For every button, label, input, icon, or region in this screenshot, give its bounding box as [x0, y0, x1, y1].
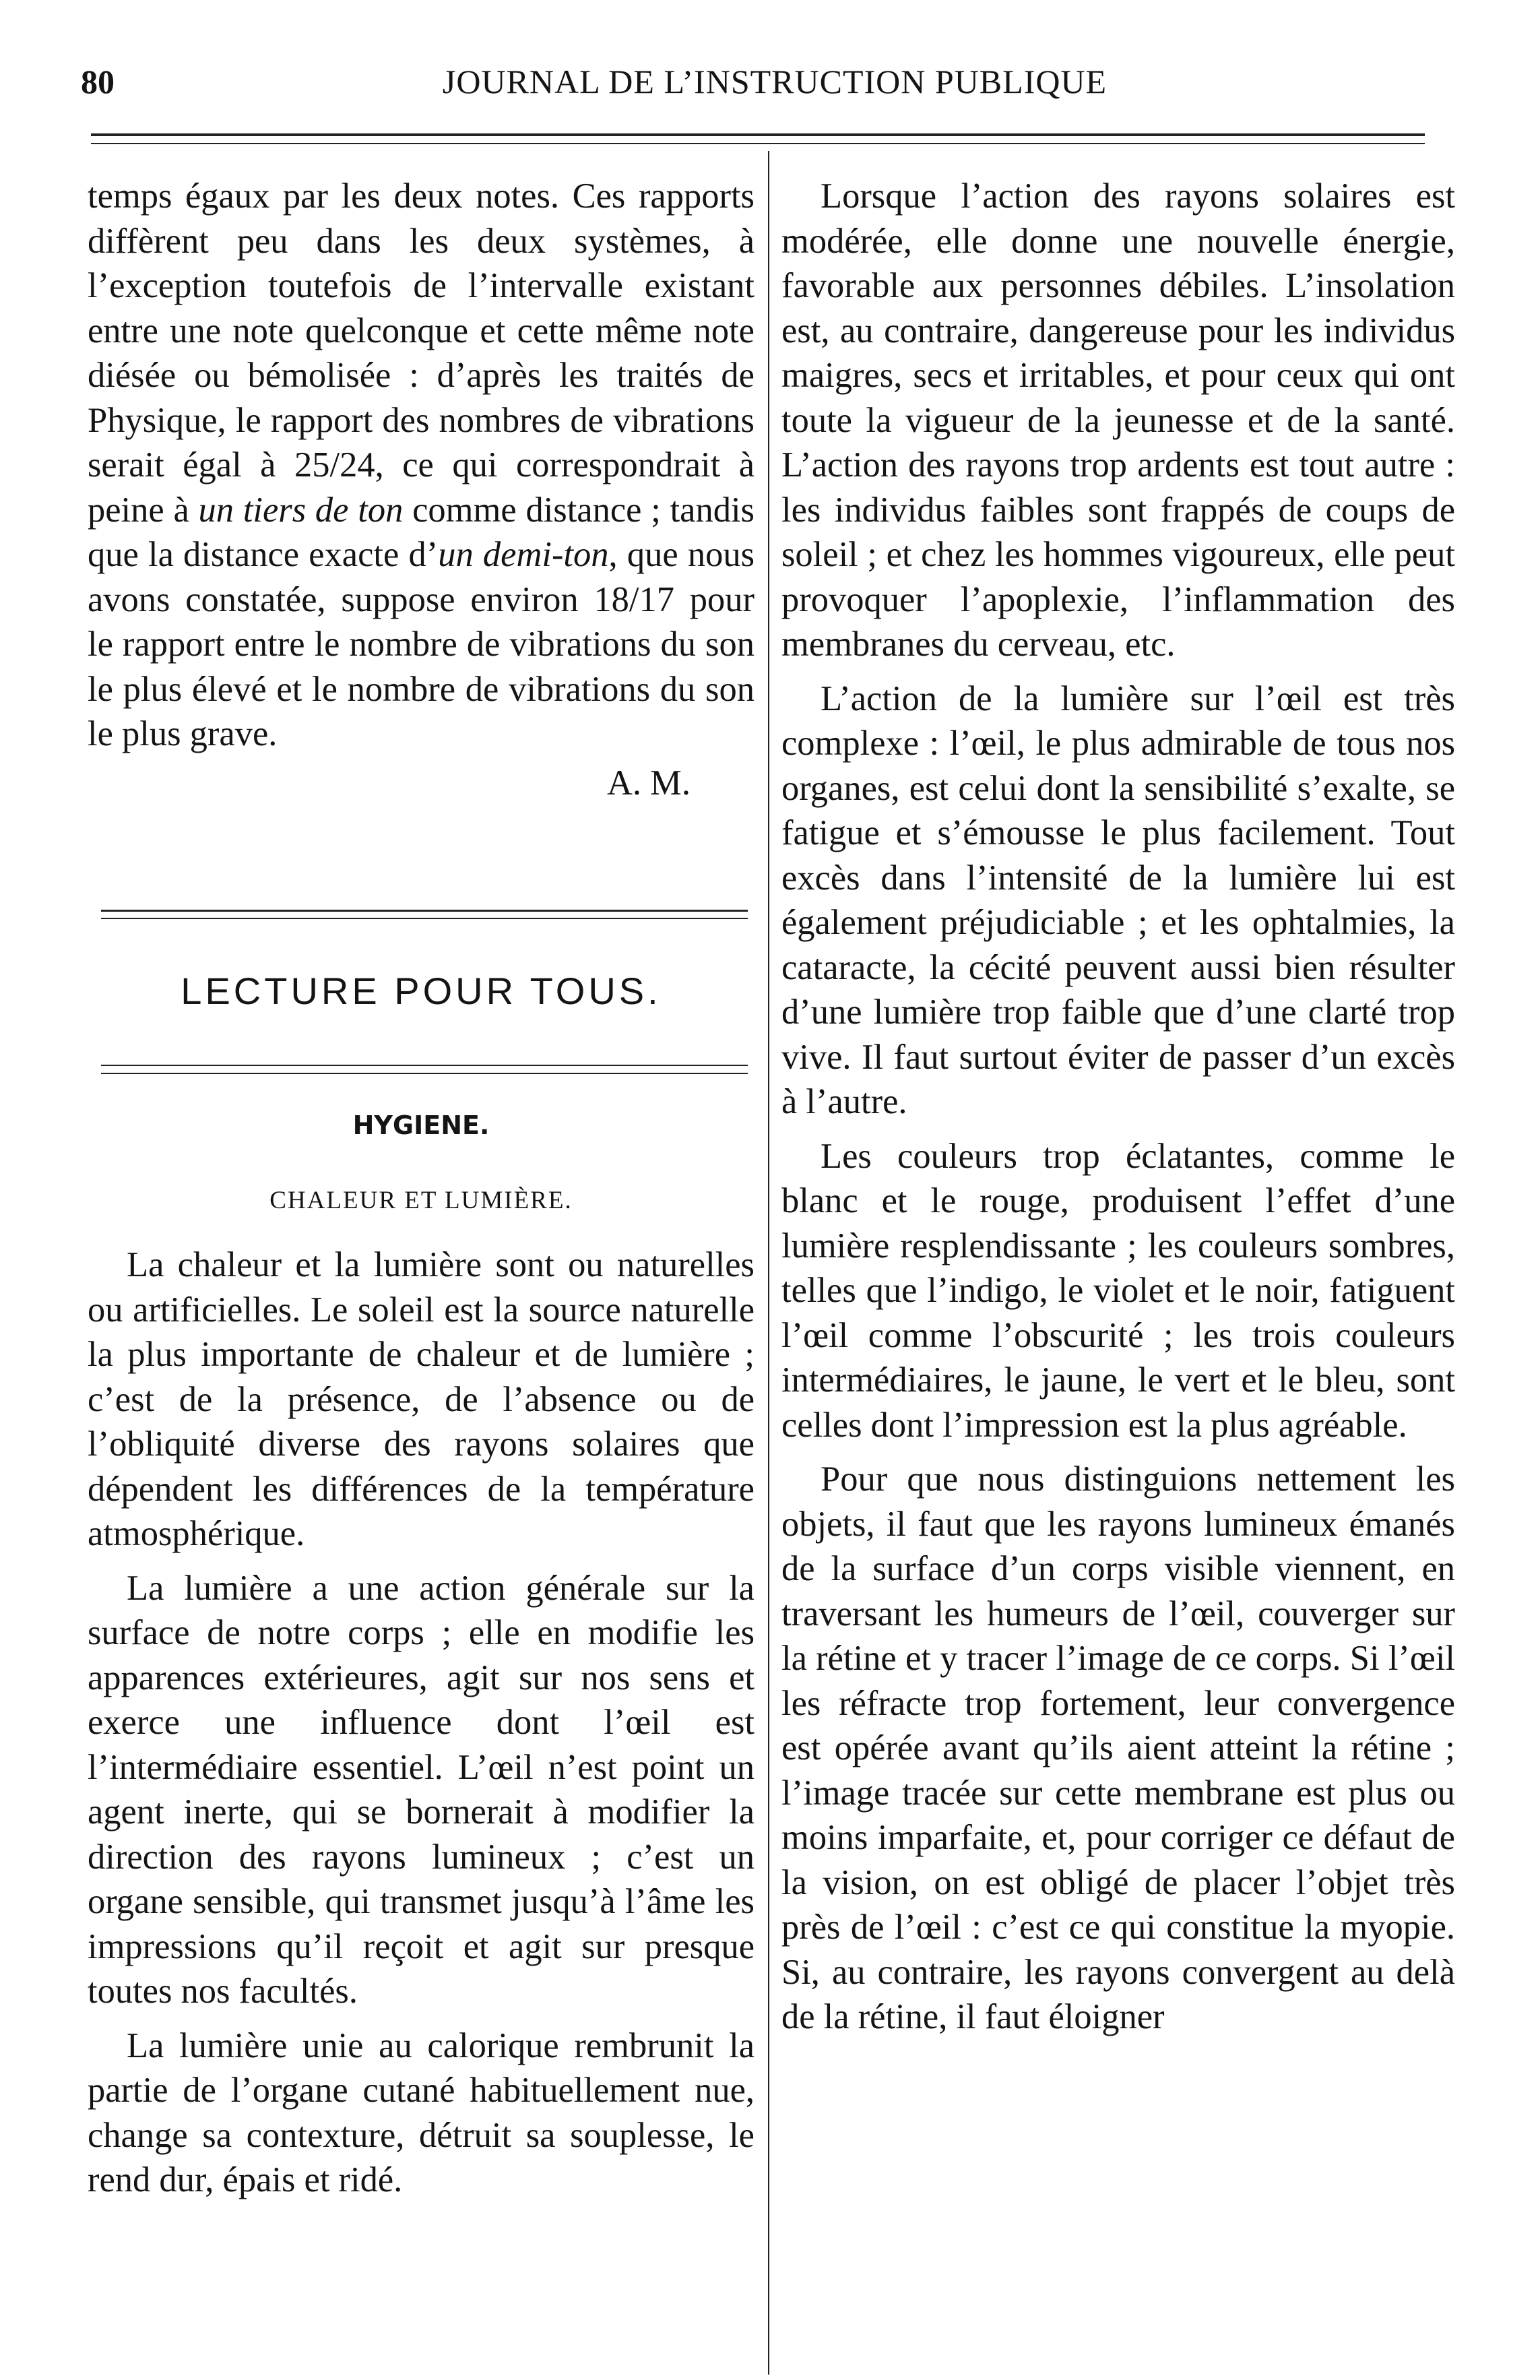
- header-rule-bottom: [91, 143, 1425, 144]
- right-column: [781, 174, 1455, 2040]
- section-title-rule-top: [101, 1065, 748, 1066]
- intro-emphasis-1: un tiers de ton: [198, 490, 404, 530]
- intro-text-part-1: temps égaux par les deux notes. Ces rapports diffèrent peu dans les deux systèmes, à l’exception toutefois de l’intervalle existant entre une note quelconque et cette même note diésée ou bémolisée : d’après les traités de Physique, le rapport des nombres de vibrations serait égal à 25/24, ce qui correspondrait à peine à: [88, 177, 755, 530]
- intro-text-part-2: comme distance ; tandis que la distance exacte d’: [88, 490, 755, 574]
- article-paragraph: Lorsque l’action des rayons solaires est modérée, elle donne une nouvelle énergie, favorable aux personnes débiles. L’insolation est, au contraire, dangereuse pour les individus maigres, secs et irritables, et pour ceux qui ont toute la vigueur de la jeunesse et de la santé. L’action des rayons trop ardents est tout autre : les individus faibles sont frappés de coups de soleil ; et chez les hommes vigoureux, elle peut provoquer l’apoplexie, l’inflammation des membranes du cerveau, etc.: [781, 177, 1455, 664]
- subsection-title: HYGIENE.: [352, 1110, 490, 1140]
- article-title: CHALEUR ET LUMIÈRE.: [269, 1187, 573, 1214]
- article-paragraph: La lumière a une action générale sur la surface de notre corps ; elle en modifie les apparences extérieures, agit sur nos sens et exerce une influence dont l’œil est l’intermédiaire essentiel. L’œil n’est point un agent inerte, qui se bornerait à modifier la direction des rayons lumineux ; c’est un organe sensible, qui transmet jusqu’à l’âme les impressions qu’il reçoit et agit sur presque toutes nos facultés.: [88, 1568, 755, 2011]
- left-column-article: [88, 1243, 755, 2203]
- section-rule-top: [101, 910, 748, 912]
- section-title: LECTURE POUR TOUS.: [181, 970, 662, 1012]
- article-paragraph: Pour que nous distinguions nettement les objets, il faut que les rayons lumineux émanés de la surface d’un corps visible viennent, en traversant les humeurs de l’œil, couverger sur la rétine et y tracer l’image de ce corps. Si l’œil les réfracte trop fortement, leur convergence est opérée avant qu’ils aient atteint la rétine ; l’image tracée sur cette membrane est plus ou moins imparfaite, et, pour corriger ce défaut de la vision, on est obligé de placer l’objet très près de l’œil : c’est ce qui constitue la myopie. Si, au contraire, les rayons convergent au delà de la rétine, il faut éloigner: [781, 1460, 1455, 2036]
- article-paragraph: Les couleurs trop éclatantes, comme le blanc et le rouge, produisent l’effet d’une lumière resplendissante ; les couleurs sombres, telles que l’indigo, le violet et le noir, fatiguent l’œil comme l’obscurité ; les trois couleurs intermédiaires, le jaune, le vert et le bleu, sont celles dont l’impression est la plus agréable.: [781, 1136, 1455, 1445]
- intro-text-part-3: , que nous avons constatée, suppose environ 18/17 pour le rapport entre le nombre de vibrations du son le plus élevé et le nombre de vibrations du son le plus grave.: [88, 535, 755, 753]
- section-rule-bottom: [101, 918, 748, 919]
- article-paragraph: L’action de la lumière sur l’œil est très complexe : l’œil, le plus admirable de tous nos organes, est celui dont la sensibilité s’exalte, se fatigue et s’émousse le plus facilement. Tout excès dans l’intensité de la lumière lui est également préjudiciable ; et les ophtalmies, la cataracte, la cécité peuvent aussi bien résulter d’une lumière trop faible que d’une clarté trop vive. Il faut surtout éviter de passer d’un excès à l’autre.: [781, 679, 1455, 1121]
- author-signature: A. M.: [607, 763, 691, 803]
- page-number: 80: [81, 63, 115, 100]
- intro-paragraph: [88, 174, 755, 757]
- left-column-top: [88, 174, 755, 805]
- intro-emphasis-2: un demi-ton: [438, 535, 609, 574]
- column-divider: [768, 151, 769, 2375]
- section-title-rule-bottom: [101, 1073, 748, 1074]
- page-header: [81, 62, 1442, 116]
- header-rule-top: [91, 133, 1425, 136]
- article-paragraph: La chaleur et la lumière sont ou naturelles ou artificielles. Le soleil est la source naturelle la plus importante de chaleur et de lumière ; c’est de la présence, de l’absence ou de l’obliquité diverse des rayons solaires que dépendent les différences de la température atmosphérique.: [88, 1245, 755, 1553]
- running-title: JOURNAL DE L’INSTRUCTION PUBLIQUE: [442, 63, 1108, 100]
- article-paragraph: La lumière unie au calorique rembrunit la partie de l’organe cutané habituellement nue, change sa contexture, détruit sa souplesse, le rend dur, épais et ridé.: [88, 2026, 755, 2199]
